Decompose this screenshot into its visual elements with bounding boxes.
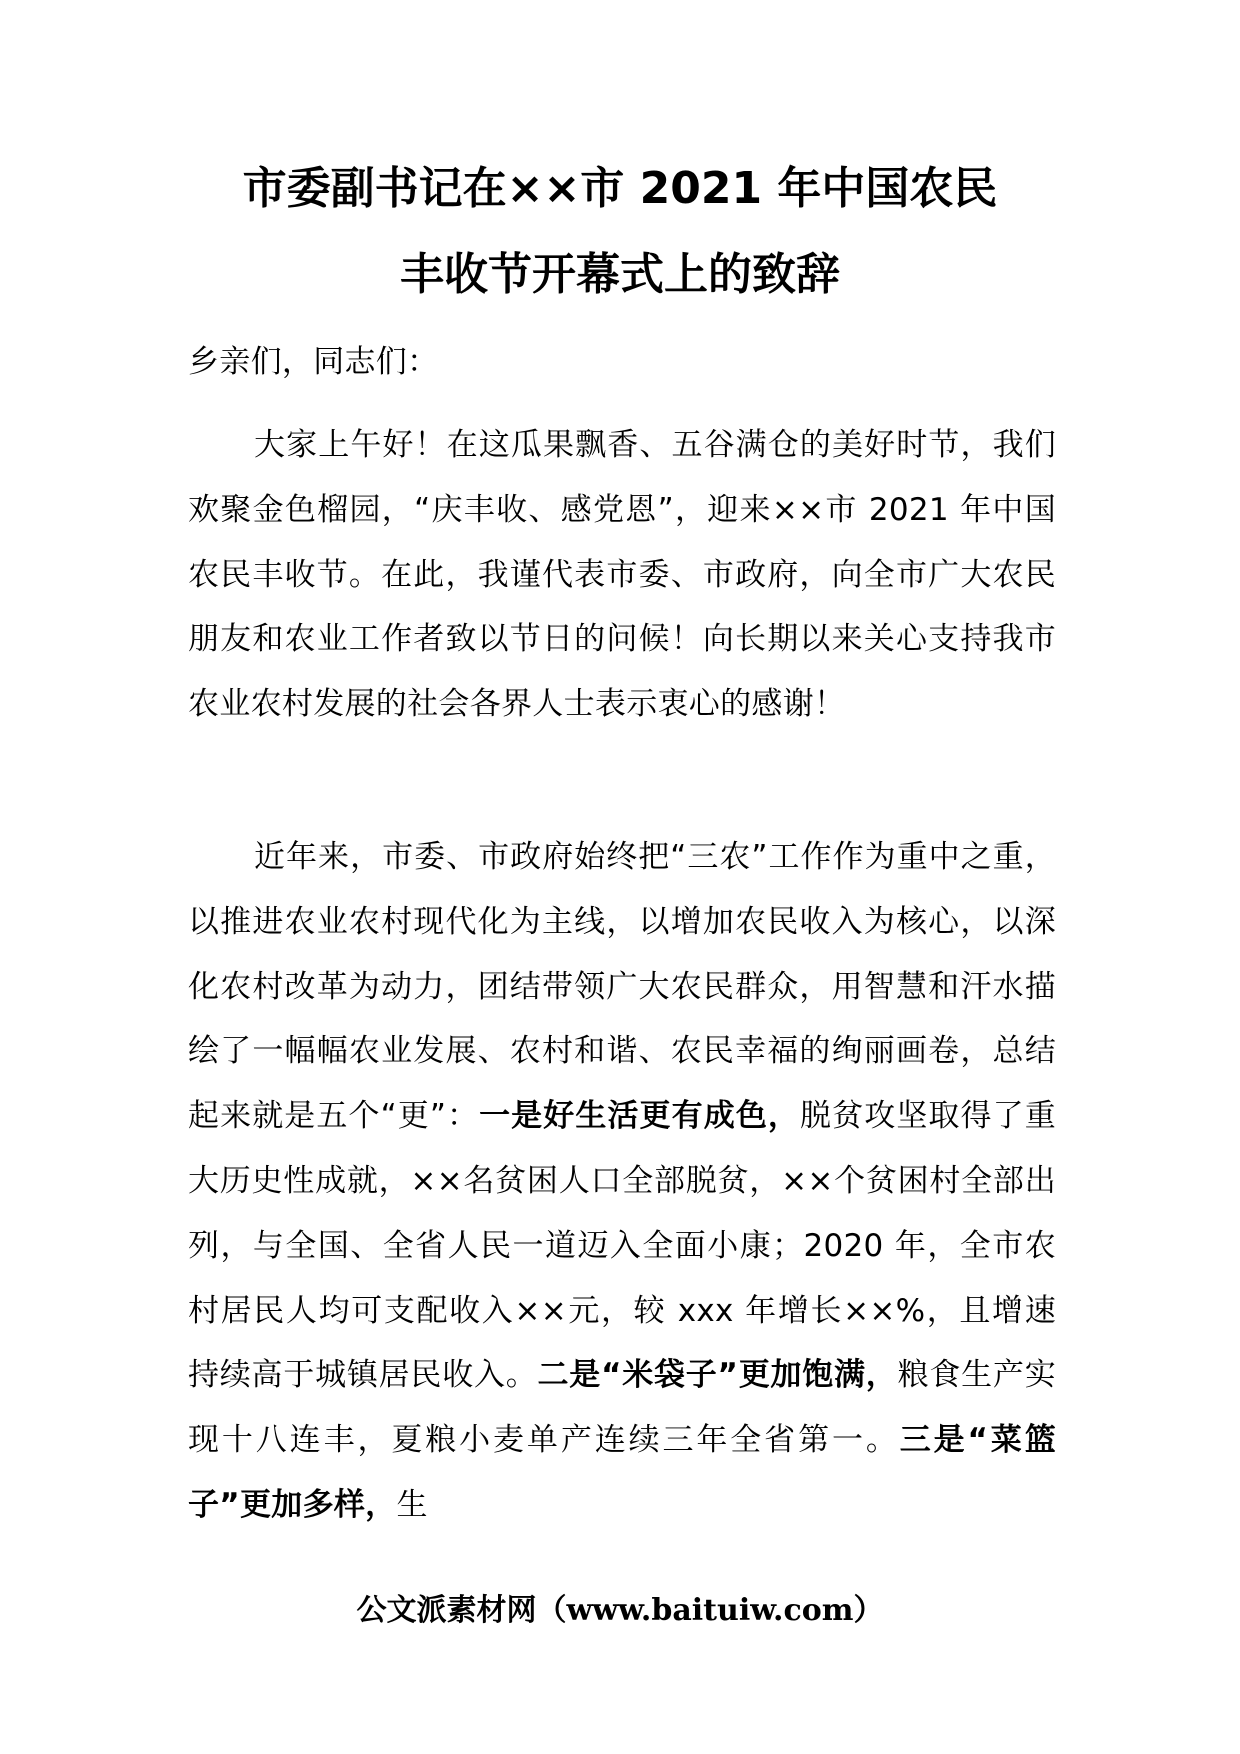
point-3-text: 生 (396, 1486, 428, 1523)
paragraph-achievements-intro: 近年来，市委、市政府始终把“三农”工作作为重中之重，以推进农业农村现代化为主线，以增加农民收入为核心，以深化农村改革为动力，团结带领广大农民群众，用智慧和汗水描绘了一幅幅农业发展、农村和谐、农民幸福的绚丽画卷，总结起来就是五个“更”： (188, 839, 1056, 1135)
footer-watermark: 公文派素材网（www.baituiw.com） (356, 1593, 884, 1628)
document-title-line-1: 市委副书记在××市 2021 年中国农民 (242, 163, 998, 214)
paragraph-greeting: 大家上午好！在这瓜果飘香、五谷满仓的美好时节，我们欢聚金色榴园，“庆丰收、感党恩”，迎来××市 2021 年中国农民丰收节。在此，我谨代表市委、市政府，向全市广大农民朋友和农业工作者致以节日的问候！向长期以来关心支持我市农业农村发展的社会各界人士表示衷心的感谢！ (188, 427, 1056, 723)
salutation: 乡亲们，同志们： (188, 344, 439, 380)
point-1-heading: 一是好生活更有成色， (479, 1098, 801, 1135)
paragraph-achievements (188, 825, 1056, 1538)
point-2-heading: 二是“米袋子”更加饱满， (537, 1357, 898, 1394)
document-title-line-2: 丰收节开幕式上的致辞 (400, 249, 840, 300)
point-1-text: 脱贫攻坚取得了重大历史性成就，××名贫困人口全部脱贫，××个贫困村全部出列，与全国、全省人民一道迈入全面小康；2020 年，全市农村居民人均可支配收入××元，较 xxx 年增长××%，且增速持续高于城镇居民收入。 (188, 1098, 1056, 1394)
point-3-heading: 三是“菜篮子”更加多样， (188, 1422, 1056, 1523)
point-2-text: 粮食生产实现十八连丰，夏粮小麦单产连续三年全省第一。 (188, 1357, 1056, 1459)
